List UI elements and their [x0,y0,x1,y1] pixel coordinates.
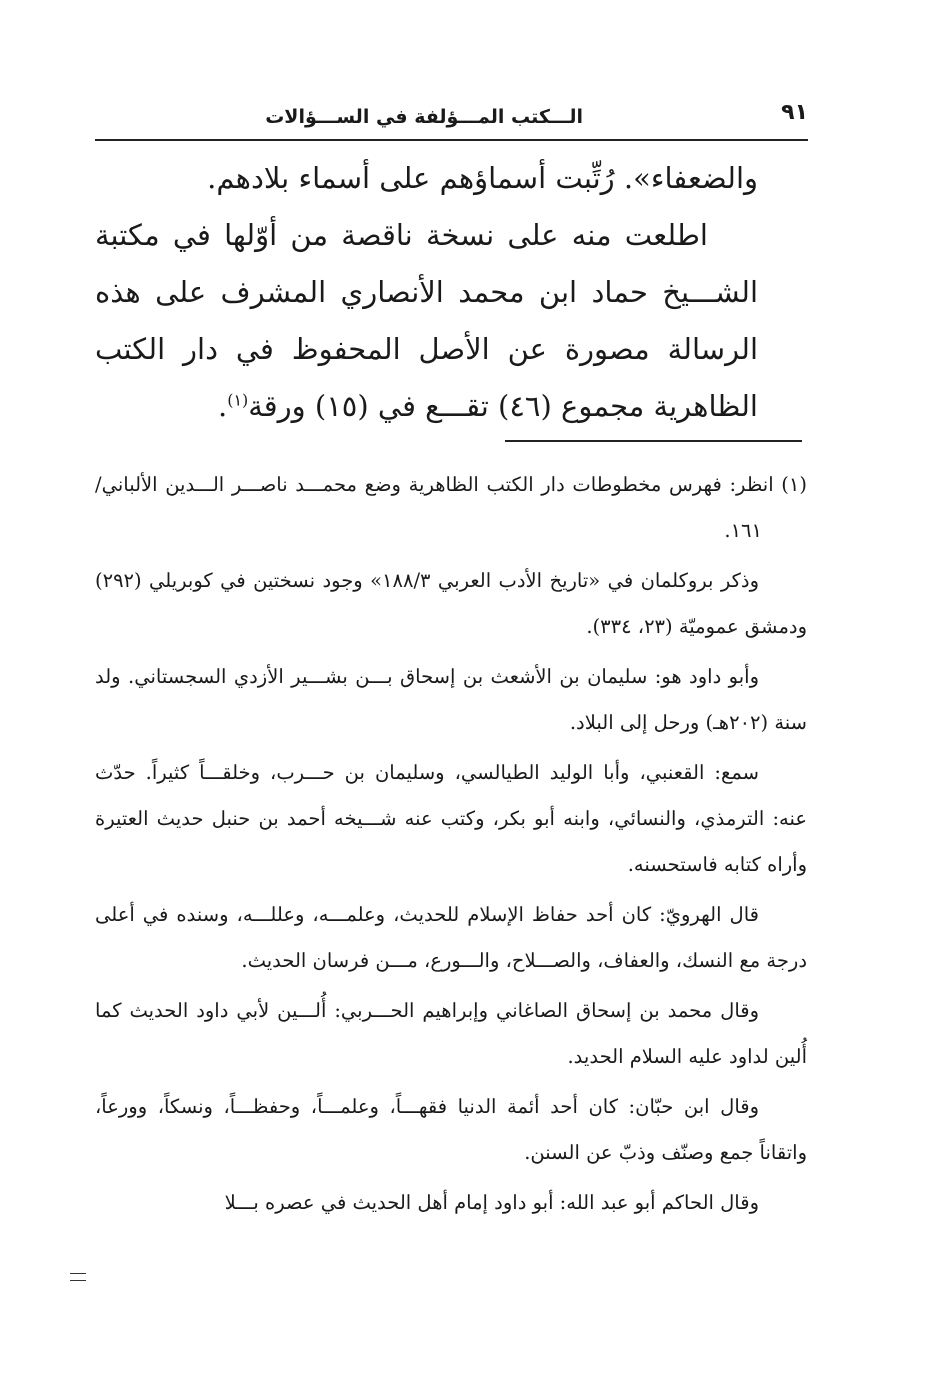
footnote-item: وقال محمد بن إسحاق الصاغاني وإبراهيم الحـــربي: أُلـــين لأبي داود الحديث كما أُلين لداود عليه السلام الحديد. [95,999,807,1068]
page-number: ٩١ [781,100,808,125]
running-header-title: الـــكتب المـــؤلفة في الســـؤالات [265,106,583,128]
continuation-mark [70,1273,86,1281]
header-divider [95,139,808,141]
main-paragraph [95,207,758,435]
main-paragraph: والضعفاء». رُتِّبت أسماؤهم على أسماء بلادهم. [207,161,758,195]
footnote-item: قال الهرويّ: كان أحد حفاظ الإسلام للحديث، وعلمـــه، وعللـــه، وسنده في أعلى درجة مع النسك، والعفاف، والصـــلاح، والـــورع، مـــن فرسان الحديث. [95,903,807,972]
footnote-item: (١) انظر: فهرس مخطوطات دار الكتب الظاهرية وضع محمـــد ناصـــر الـــدين الألباني/١٦١. [95,473,807,542]
main-text [95,150,758,435]
footnote-item: وذكر بروكلمان في «تاريخ الأدب العربي ١٨٨/٣» وجود نسختين في كوبريلي (٢٩٢) ودمشق عموميّة (٢٣، ٣٣٤). [95,569,807,638]
footnote-item: وقال الحاكم أبو عبد الله: أبو داود إمام أهل الحديث في عصره بـــلا [224,1191,759,1214]
running-header [95,98,808,134]
footnote-divider [505,440,802,442]
footnote-item: وأبو داود هو: سليمان بن الأشعث بن إسحاق بـــن بشـــير الأزدي السجستاني. ولد سنة (٢٠٢هـ) ورحل إلى البلاد. [95,665,807,734]
paragraph-end-mark: . [218,389,228,423]
footnote-reference: (١) [227,390,249,410]
footnote-item: وقال ابن حبّان: كان أحد أئمة الدنيا فقهـــاً، وعلمـــاً، وحفظـــاً، ونسكاً، وورعاً، واتقاناً جمع وصنّف وذبّ عن السنن. [95,1095,807,1164]
main-paragraph-text: اطلعت منه على نسخة ناقصة من أوّلها في مكتبة الشـــيخ حماد ابن محمد الأنصاري المشرف على هذه الرسالة مصورة عن الأصل المحفوظ في دار الكتب الظاهرية مجموع (٤٦) تقـــع في (١٥) ورقة [95,218,758,423]
footnotes [95,462,807,1230]
footnote-item: سمع: القعنبي، وأبا الوليد الطيالسي، وسليمان بن حـــرب، وخلقـــاً كثيراً. حدّث عنه: الترمذي، والنسائي، وابنه أبو بكر، وكتب عنه شـــيخه أحمد بن حنبل حديث العتيرة وأراه كتابه فاستحسنه. [95,761,807,876]
